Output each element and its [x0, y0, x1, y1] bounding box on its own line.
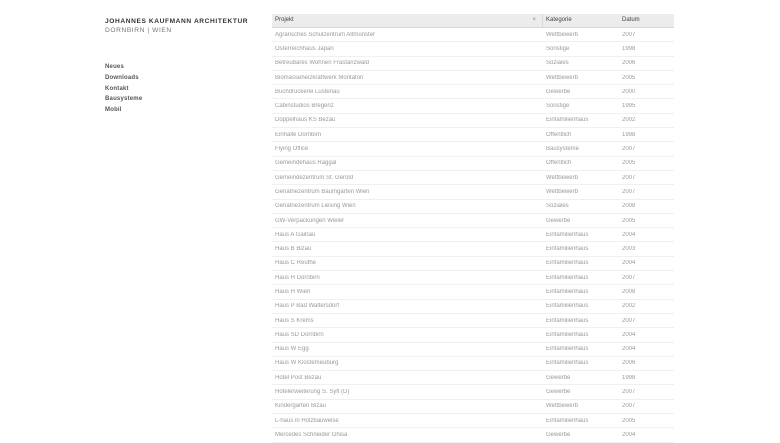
date-cell: 2007 [622, 317, 636, 324]
project-cell: Haus S Krems [275, 317, 314, 324]
date-cell: 2003 [622, 246, 636, 253]
date-cell: 1998 [622, 131, 636, 138]
table-row[interactable] [272, 71, 674, 85]
category-cell: Bausysteme [546, 146, 580, 153]
project-cell: GW-Verpackungen Weiler [275, 217, 345, 224]
project-cell: Agrarisches Schulzentrum Altmünster [275, 31, 376, 38]
category-cell: Sonstige [546, 103, 570, 110]
date-cell: 2005 [622, 417, 636, 424]
project-cell: Geriatriezentrum Baumgarten Wien [275, 188, 370, 195]
date-cell: 2005 [622, 217, 636, 224]
table-body [272, 28, 674, 443]
date-cell: 2007 [622, 188, 636, 195]
category-cell: Gewerbe [546, 217, 571, 224]
table-row[interactable] [272, 185, 674, 199]
date-cell: 2007 [622, 389, 636, 396]
brand [105, 17, 248, 35]
nav-item-neues[interactable]: Neues [105, 64, 125, 70]
table-row[interactable] [272, 42, 674, 56]
date-cell: 2008 [622, 288, 636, 295]
brand-title[interactable]: JOHANNES KAUFMANN ARCHITEKTUR [105, 18, 249, 25]
nav-item-downloads[interactable]: Downloads [105, 74, 139, 81]
category-cell: Wettbewerb [546, 31, 578, 38]
category-cell: Einfamilienhaus [546, 417, 589, 424]
project-cell: Flying Office [275, 146, 309, 153]
project-cell: Hotelerweiterung S. Sylt (D) [275, 389, 350, 396]
category-cell: Einfamilienhaus [546, 260, 589, 267]
category-cell: Soziales [546, 203, 569, 210]
project-cell: Mercedes Schneider Ghisa [275, 431, 348, 438]
category-cell: Einfamilienhaus [546, 360, 589, 367]
project-cell: Gemeindehaus Raggal [275, 160, 337, 167]
category-cell: Öffentlich [546, 160, 572, 167]
table-row[interactable] [272, 343, 674, 357]
category-cell: Einfamilienhaus [546, 288, 589, 295]
category-cell: Einfamilienhaus [546, 346, 589, 353]
table-row[interactable] [272, 357, 674, 371]
table-row[interactable] [272, 85, 674, 99]
date-cell: 2007 [622, 146, 636, 153]
project-table [272, 14, 674, 443]
clear-filter-icon[interactable]: × [532, 17, 536, 23]
header-project[interactable] [272, 14, 543, 27]
date-cell: 2004 [622, 231, 636, 238]
project-cell: Cabinstudios Bregenz [275, 103, 334, 110]
date-cell: 2004 [622, 331, 636, 338]
table-row[interactable] [272, 300, 674, 314]
table-row[interactable] [272, 128, 674, 142]
project-cell: Haus W Klostemeuburg [275, 360, 339, 367]
project-cell: Doppelhaus KS Bezau [275, 117, 336, 124]
category-cell: Einfamilienhaus [546, 117, 589, 124]
date-cell: 2006 [622, 360, 636, 367]
table-row[interactable] [272, 171, 674, 185]
date-cell: 1995 [622, 103, 636, 110]
table-row[interactable] [272, 428, 674, 442]
category-cell: Einfamilienhaus [546, 274, 589, 281]
category-cell: Einfamilienhaus [546, 231, 589, 238]
table-row[interactable] [272, 28, 674, 42]
project-cell: Haus W Egg [275, 346, 309, 353]
project-cell: Hotel Post Bezau [275, 374, 322, 381]
project-cell: Österreichhaus Japan [275, 45, 334, 52]
date-cell: 2004 [622, 346, 636, 353]
table-row[interactable] [272, 328, 674, 342]
category-cell: Sonstige [546, 45, 570, 52]
category-cell: Einfamilienhaus [546, 331, 589, 338]
table-row[interactable] [272, 371, 674, 385]
nav-item-mobil[interactable]: Mobil [105, 107, 122, 114]
category-cell: Wettbewerb [546, 174, 578, 181]
date-cell: 2002 [622, 117, 636, 124]
table-row[interactable] [272, 385, 674, 399]
project-cell: Haus P Bad Waltersdorf [275, 303, 340, 310]
date-cell: 2004 [622, 431, 636, 438]
brand-subtitle: DORNBIRN | WIEN [105, 27, 172, 34]
table-row[interactable] [272, 99, 674, 113]
project-cell: Einhalle Dornbirn [275, 131, 322, 138]
category-cell: Wettbewerb [546, 188, 578, 195]
date-cell: 2007 [622, 174, 636, 181]
header-project-label: Projekt [275, 17, 294, 23]
date-cell: 2004 [622, 260, 636, 267]
project-cell: Haus B Bizau [275, 246, 312, 253]
date-cell: 2005 [622, 160, 636, 167]
category-cell: Einfamilienhaus [546, 246, 589, 253]
date-cell: 1998 [622, 45, 636, 52]
project-cell: Haus SD Dornbirn [275, 331, 324, 338]
table-row[interactable] [272, 257, 674, 271]
category-cell: Gewerbe [546, 389, 571, 396]
table-row[interactable] [272, 157, 674, 171]
project-cell: Geriatriezentrum Liesing Wien [275, 203, 356, 210]
table-row[interactable] [272, 414, 674, 428]
project-cell: Haus H Wien [275, 288, 311, 295]
category-cell: Öffentlich [546, 131, 572, 138]
category-cell: Wettbewerb [546, 74, 578, 81]
category-cell: Gewerbe [546, 374, 571, 381]
date-cell: 2007 [622, 403, 636, 410]
date-cell: 2007 [622, 31, 636, 38]
table-row[interactable] [272, 57, 674, 71]
project-cell: Biomasseheizkraftwerk Montafon [275, 74, 364, 81]
header-date[interactable]: Datum [622, 17, 640, 23]
category-cell: Soziales [546, 60, 569, 67]
project-cell: L-haus in Holzbauweise [275, 417, 339, 424]
project-cell: Kindergarten Bizau [275, 403, 327, 410]
category-cell: Einfamilienhaus [546, 303, 589, 310]
project-cell: Betreubares Wohnen Frastanzwald [275, 60, 369, 67]
table-row[interactable] [272, 314, 674, 328]
nav-item-kontakt[interactable]: Kontakt [105, 85, 129, 92]
nav-item-bausysteme[interactable]: Bausysteme [105, 96, 143, 103]
category-cell: Gewerbe [546, 88, 571, 95]
project-cell: Haus C Reuthe [275, 260, 317, 267]
date-cell: 2007 [622, 274, 636, 281]
side-nav [105, 62, 142, 116]
date-cell: 2005 [622, 74, 636, 81]
date-cell: 2000 [622, 88, 636, 95]
project-cell: Gemeindezentrum St. Gerold [275, 174, 354, 181]
project-cell: Haus A Gaißau [275, 231, 316, 238]
category-cell: Wettbewerb [546, 403, 578, 410]
category-cell: Einfamilienhaus [546, 317, 589, 324]
date-cell: 2006 [622, 60, 636, 67]
table-row[interactable] [272, 242, 674, 256]
table-row[interactable] [272, 228, 674, 242]
table-row[interactable] [272, 285, 674, 299]
project-cell: Buchdruckerei Lustenau [275, 88, 340, 95]
table-row[interactable] [272, 200, 674, 214]
date-cell: 1998 [622, 374, 636, 381]
table-row[interactable] [272, 142, 674, 156]
project-cell: Haus H Dornbirn [275, 274, 320, 281]
header-category[interactable]: Kategorie [546, 17, 572, 23]
table-header [272, 14, 674, 28]
date-cell: 2008 [622, 203, 636, 210]
table-row[interactable] [272, 271, 674, 285]
date-cell: 2002 [622, 303, 636, 310]
table-row[interactable] [272, 114, 674, 128]
category-cell: Gewerbe [546, 431, 571, 438]
table-row[interactable] [272, 214, 674, 228]
